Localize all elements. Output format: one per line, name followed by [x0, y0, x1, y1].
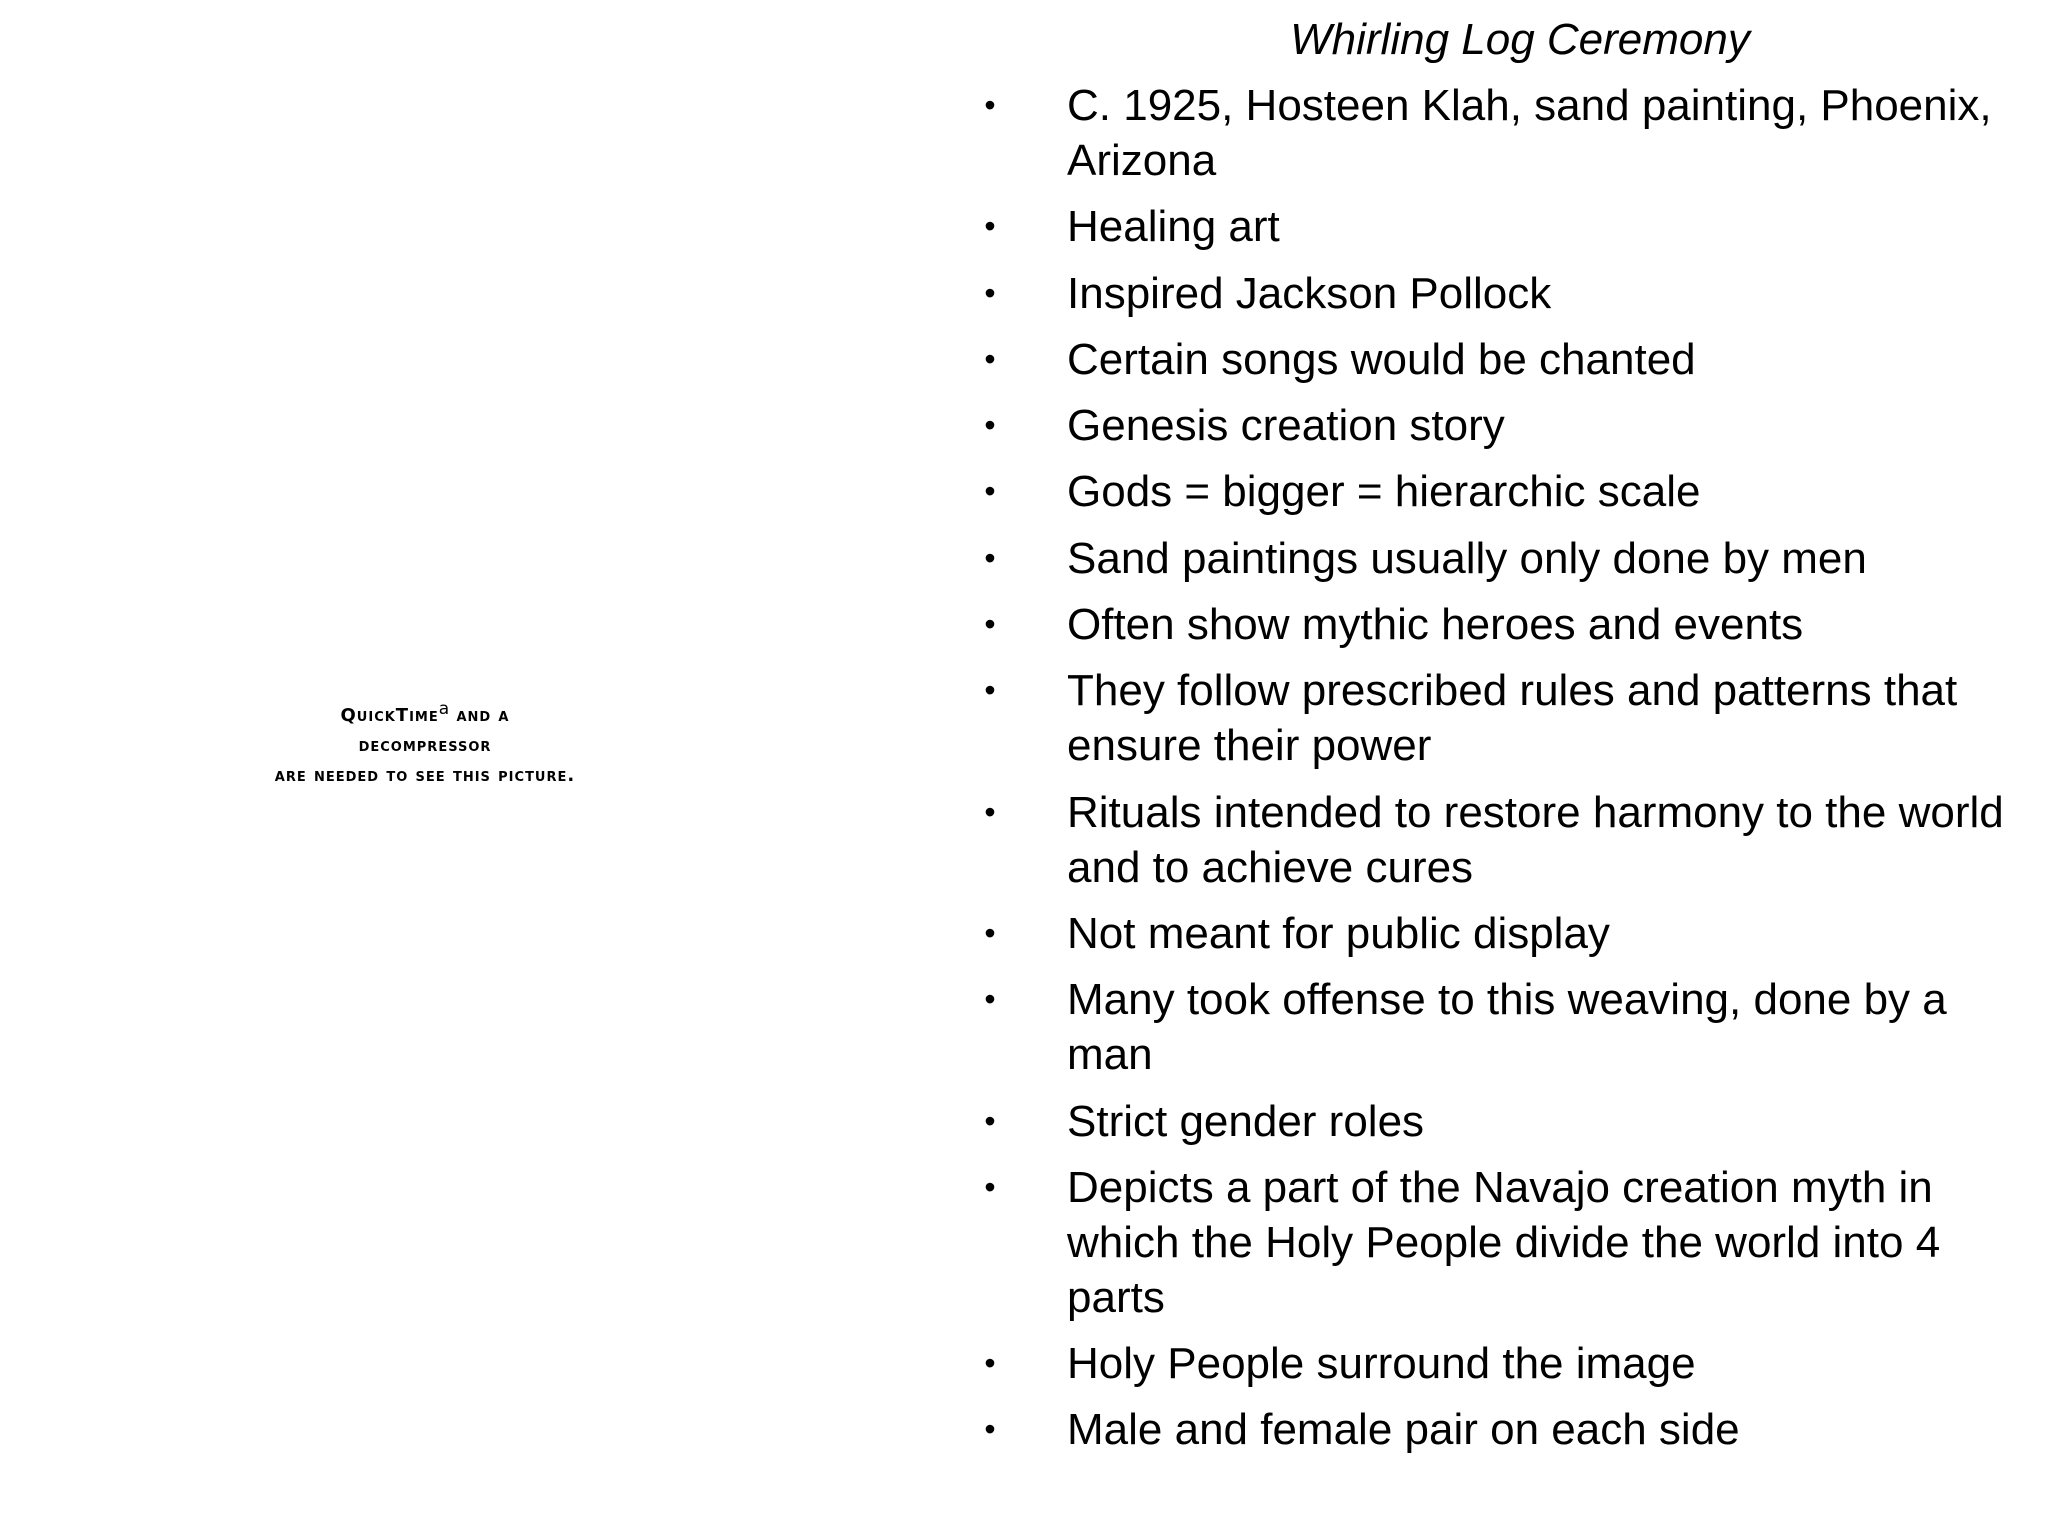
bullet-item: [980, 464, 2015, 519]
bullet-icon: •: [984, 672, 996, 709]
bullet-item: [980, 199, 2015, 254]
bullet-text: They follow prescribed rules and patterns that ensure their power: [1067, 666, 1958, 771]
bullet-text: Genesis creation story: [1067, 401, 1505, 451]
bullet-item: [980, 1094, 2015, 1149]
bullet-icon: •: [984, 914, 996, 951]
bullet-item: [980, 972, 2015, 1082]
bullet-item: [980, 78, 2015, 188]
bullet-text: Healing art: [1067, 202, 1280, 252]
quicktime-placeholder: [150, 694, 700, 791]
bullet-text: Many took offense to this weaving, done by a man: [1067, 975, 1947, 1080]
bullet-item: [980, 597, 2015, 652]
bullet-item: [980, 906, 2015, 961]
bullet-icon: •: [984, 1345, 996, 1382]
bullet-icon: •: [984, 1411, 996, 1448]
bullet-text: C. 1925, Hosteen Klah, sand painting, Phoenix, Arizona: [1067, 81, 1992, 185]
bullet-text: Depicts a part of the Navajo creation myth in which the Holy People divide the world into 4 parts: [1067, 1162, 1941, 1322]
bullet-text: Inspired Jackson Pollock: [1067, 268, 1552, 318]
bullet-text: Rituals intended to restore harmony to the world and to achieve cures: [1067, 787, 2004, 892]
bullet-item: [980, 1160, 2015, 1325]
bullet-icon: •: [984, 473, 996, 510]
bullet-text: Male and female pair on each side: [1067, 1405, 1740, 1455]
bullet-text: Gods = bigger = hierarchic scale: [1067, 467, 1701, 517]
slide-title: Whirling Log Ceremony: [1290, 15, 1750, 64]
bullet-item: [980, 785, 2015, 895]
placeholder-line-2: decompressor: [358, 735, 492, 756]
bullet-item: [980, 1402, 2015, 1457]
bullet-text: Holy People surround the image: [1067, 1339, 1696, 1389]
bullet-list: [980, 78, 2015, 1469]
bullet-text: Sand paintings usually only done by men: [1067, 533, 1867, 583]
bullet-icon: •: [984, 981, 996, 1018]
bullet-text: Certain songs would be chanted: [1067, 334, 1696, 384]
bullet-item: [980, 531, 2015, 586]
bullet-icon: •: [984, 606, 996, 643]
bullet-text: Not meant for public display: [1067, 908, 1610, 958]
bullet-text: Strict gender roles: [1067, 1096, 1425, 1146]
bullet-item: [980, 398, 2015, 453]
bullet-icon: •: [984, 539, 996, 576]
placeholder-line-1: QuickTime$^a$ and a: [340, 699, 510, 726]
bullet-icon: •: [984, 87, 996, 123]
bullet-icon: •: [984, 340, 996, 377]
bullet-icon: •: [984, 208, 996, 245]
bullet-item: [980, 266, 2015, 321]
bullet-icon: •: [984, 407, 996, 444]
bullet-text: Often show mythic heroes and events: [1067, 600, 1804, 650]
bullet-icon: •: [984, 274, 996, 311]
bullet-icon: •: [984, 1168, 996, 1205]
bullet-item: [980, 1336, 2015, 1391]
bullet-item: [980, 663, 2015, 773]
bullet-item: [980, 332, 2015, 387]
bullet-icon: •: [984, 793, 996, 830]
placeholder-line-3: are needed to see this picture.: [274, 765, 576, 786]
bullet-icon: •: [984, 1102, 996, 1139]
